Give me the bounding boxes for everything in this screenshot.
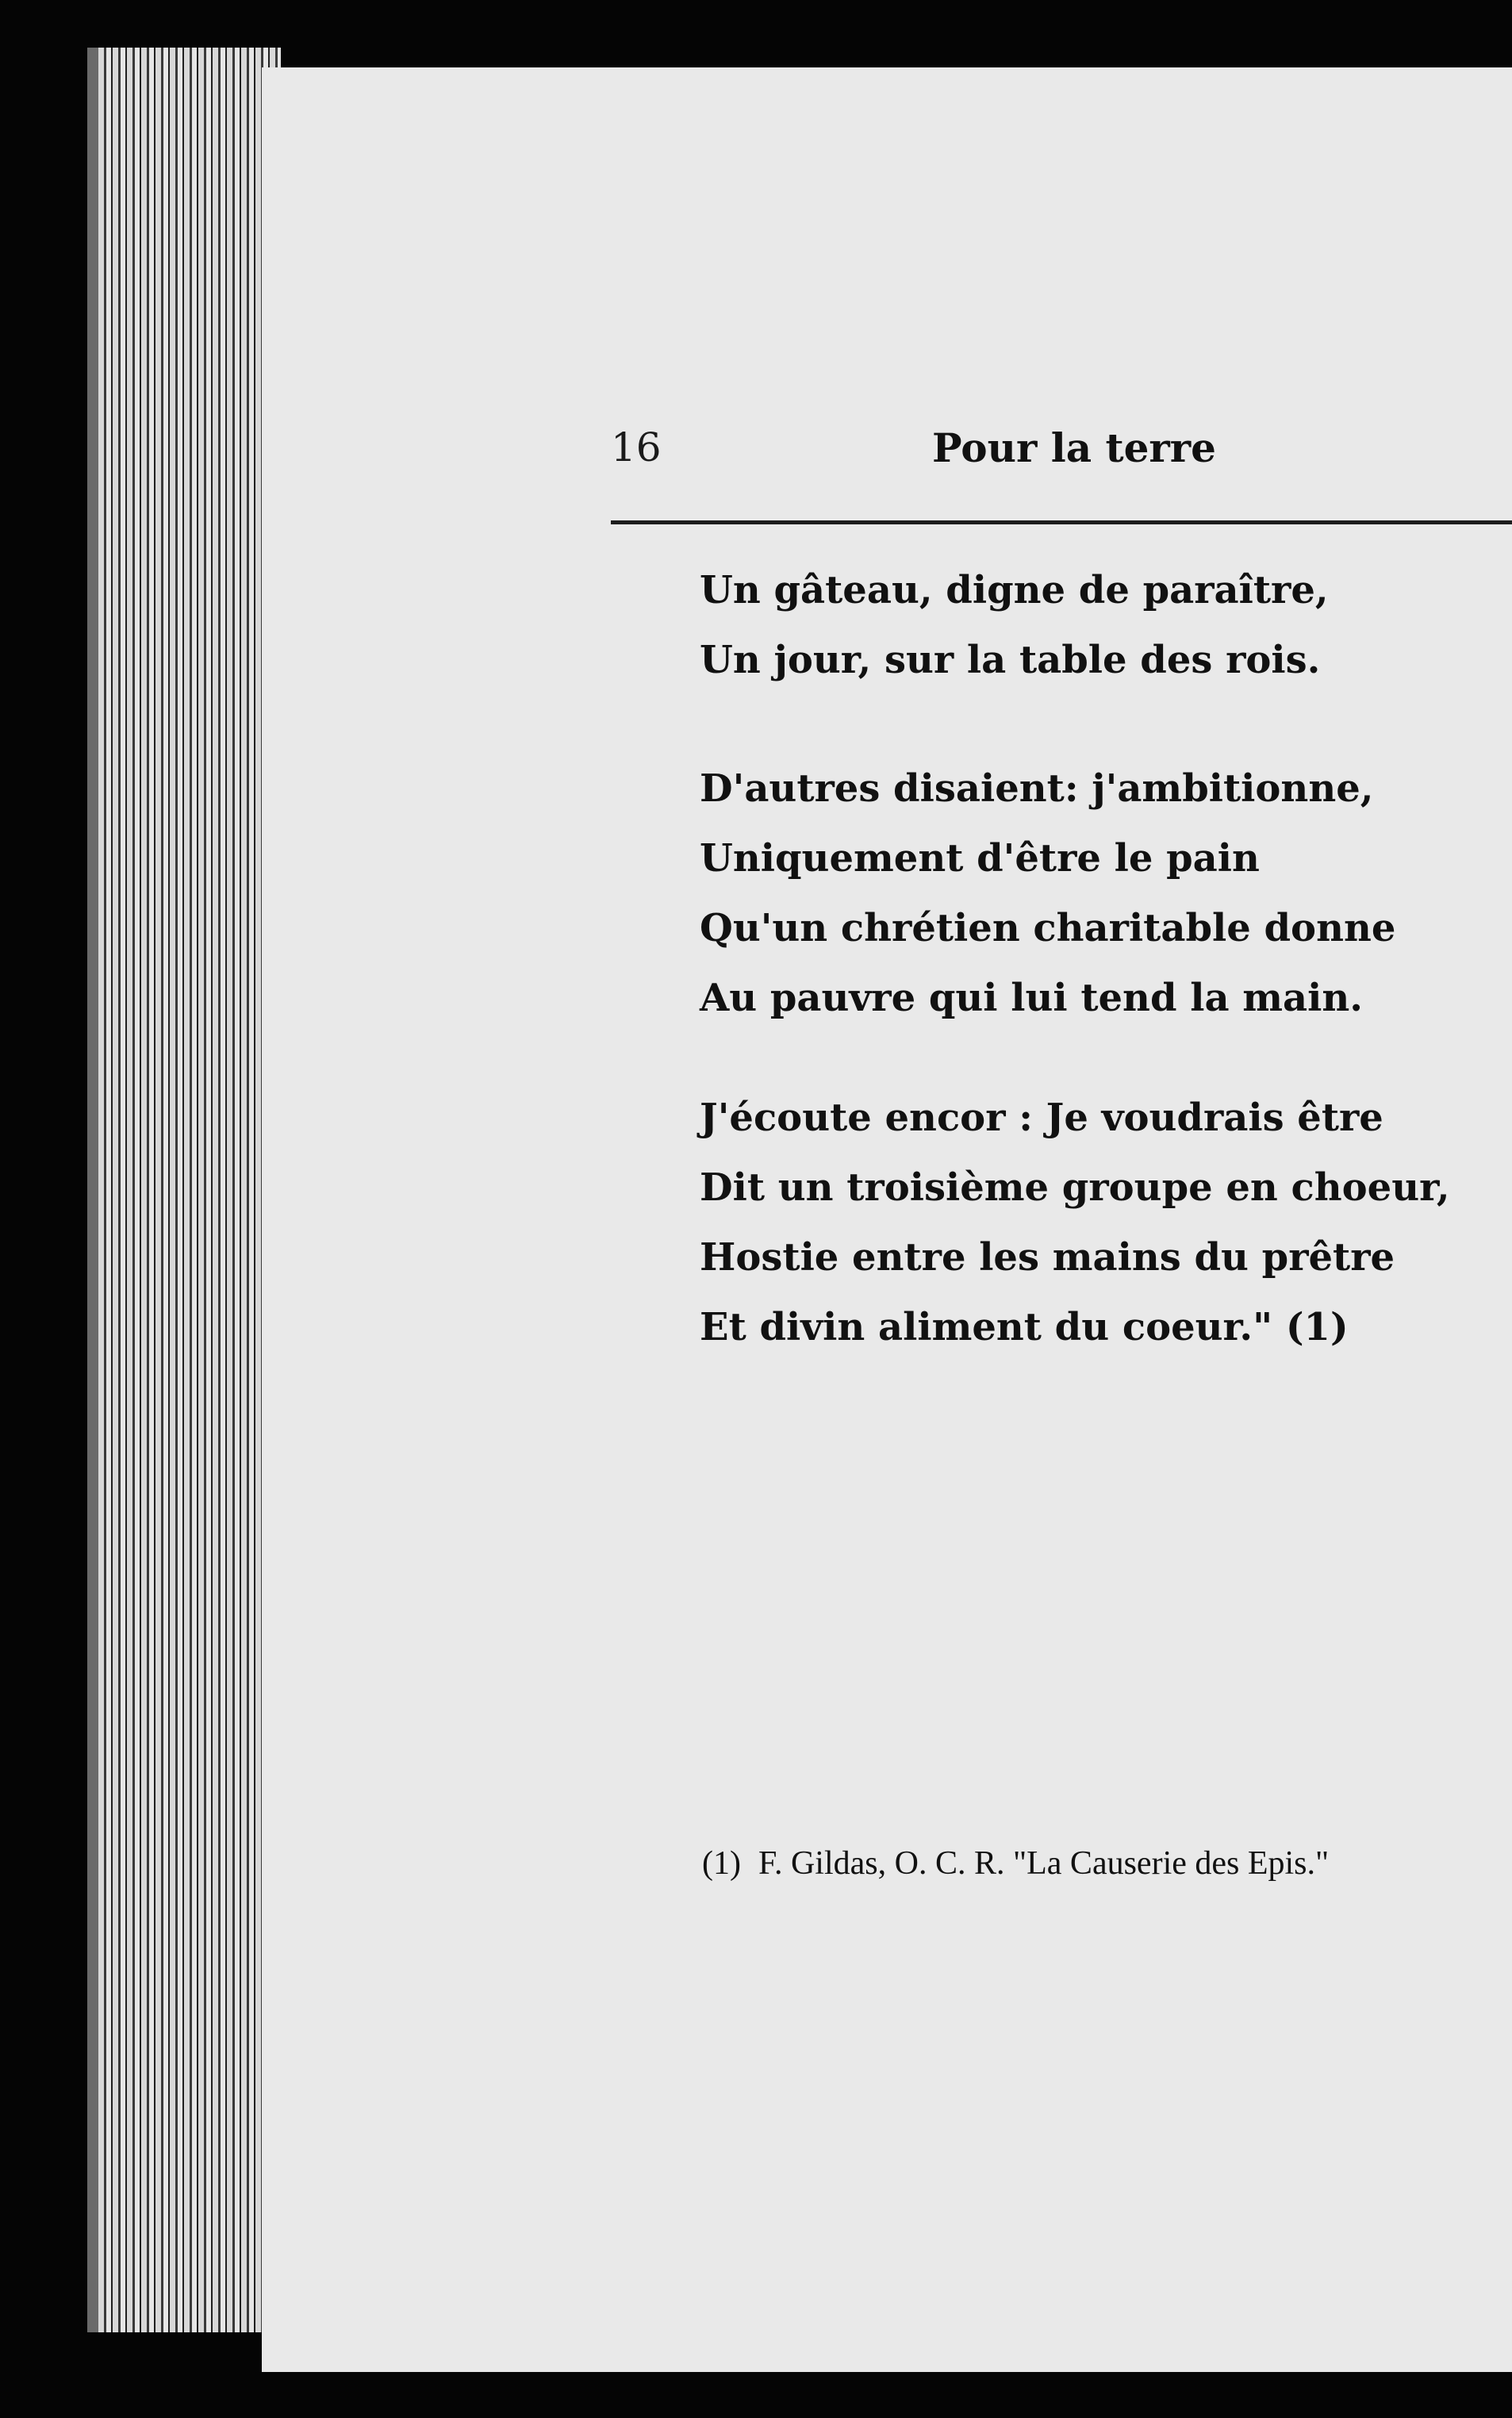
- verse-line: D'autres disaient: j'ambitionne,: [700, 766, 1374, 811]
- page-number: 16: [611, 424, 662, 470]
- verse-line: Hostie entre les mains du prêtre: [700, 1235, 1395, 1280]
- verse-line: Dit un troisième groupe en choeur,: [700, 1165, 1450, 1210]
- verse-line: J'écoute encor : Je voudrais être: [700, 1096, 1383, 1140]
- footnote-marker: (1): [702, 1845, 741, 1882]
- book-page-edges: [87, 48, 281, 2332]
- verse-line: Qu'un chrétien charitable donne: [700, 906, 1396, 950]
- footnote-text: F. Gildas, O. C. R. "La Causerie des Epis.": [758, 1845, 1330, 1882]
- stanza: [700, 1083, 1450, 1362]
- stanza: [700, 754, 1395, 1033]
- running-title: Pour la terre: [932, 424, 1216, 471]
- verse-line: Uniquement d'être le pain: [700, 836, 1260, 881]
- verse-line: Un jour, sur la table des rois.: [700, 638, 1321, 682]
- stanza: [700, 555, 1329, 695]
- verse-line: Un gâteau, digne de paraître,: [700, 568, 1329, 612]
- verse-line: Au pauvre qui lui tend la main.: [700, 976, 1363, 1020]
- footnote: [702, 1844, 1329, 1883]
- verse-line: Et divin aliment du coeur." (1): [700, 1305, 1349, 1349]
- header-rule: [611, 520, 1512, 524]
